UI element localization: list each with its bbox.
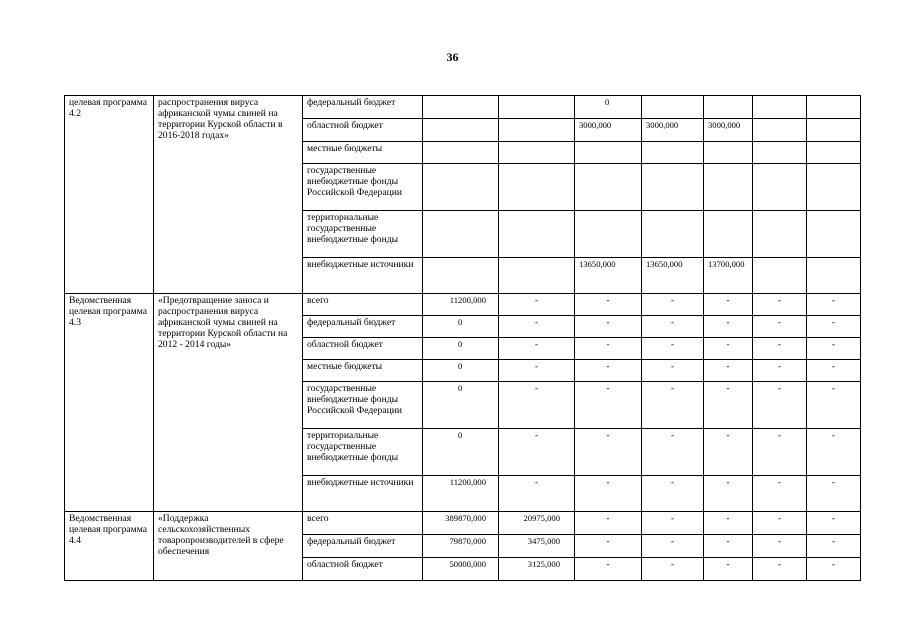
- amount-cell: [423, 211, 499, 258]
- amount-cell: -: [642, 512, 704, 535]
- amount-cell: [753, 164, 807, 211]
- amount-cell: -: [807, 476, 861, 512]
- amount-cell: 50000,000: [423, 558, 499, 581]
- amount-cell: -: [753, 476, 807, 512]
- amount-cell: -: [807, 338, 861, 360]
- amount-cell: -: [642, 338, 704, 360]
- amount-cell: 389870,000: [423, 512, 499, 535]
- amount-cell: -: [499, 382, 575, 429]
- amount-cell: -: [575, 360, 642, 382]
- amount-cell: -: [642, 476, 704, 512]
- amount-cell: -: [499, 429, 575, 476]
- amount-cell: [499, 164, 575, 211]
- amount-cell: [753, 142, 807, 164]
- amount-cell: -: [807, 294, 861, 316]
- funding-source-cell: государственные внебюджетные фонды Российской Федерации: [303, 382, 423, 429]
- table-row: [65, 294, 861, 316]
- amount-cell: [704, 142, 753, 164]
- funding-source-cell: областной бюджет: [303, 119, 423, 142]
- amount-cell: 0: [423, 382, 499, 429]
- amount-cell: -: [499, 360, 575, 382]
- amount-cell: -: [575, 558, 642, 581]
- amount-cell: [499, 119, 575, 142]
- program-name-cell: целевая программа 4.2: [65, 96, 154, 294]
- amount-cell: -: [753, 382, 807, 429]
- amount-cell: -: [575, 338, 642, 360]
- amount-cell: 3000,000: [704, 119, 753, 142]
- amount-cell: [423, 96, 499, 119]
- amount-cell: 20975,000: [499, 512, 575, 535]
- amount-cell: -: [642, 360, 704, 382]
- amount-cell: 0: [423, 360, 499, 382]
- amount-cell: [423, 258, 499, 294]
- amount-cell: -: [575, 294, 642, 316]
- funding-source-cell: территориальные государственные внебюджетные фонды: [303, 211, 423, 258]
- amount-cell: [807, 211, 861, 258]
- amount-cell: -: [499, 476, 575, 512]
- amount-cell: 11200,000: [423, 294, 499, 316]
- amount-cell: 3000,000: [575, 119, 642, 142]
- amount-cell: -: [807, 360, 861, 382]
- amount-cell: -: [704, 382, 753, 429]
- amount-cell: -: [807, 429, 861, 476]
- amount-cell: -: [575, 476, 642, 512]
- funding-source-cell: внебюджетные источники: [303, 258, 423, 294]
- amount-cell: -: [807, 535, 861, 558]
- amount-cell: -: [704, 429, 753, 476]
- amount-cell: -: [642, 316, 704, 338]
- amount-cell: [753, 211, 807, 258]
- funding-source-cell: областной бюджет: [303, 558, 423, 581]
- amount-cell: 13650,000: [642, 258, 704, 294]
- amount-cell: [704, 164, 753, 211]
- amount-cell: 0: [575, 96, 642, 119]
- amount-cell: -: [499, 338, 575, 360]
- amount-cell: 3125,000: [499, 558, 575, 581]
- funding-source-cell: местные бюджеты: [303, 360, 423, 382]
- amount-cell: -: [807, 558, 861, 581]
- amount-cell: -: [575, 512, 642, 535]
- amount-cell: [807, 142, 861, 164]
- amount-cell: -: [704, 360, 753, 382]
- funding-source-cell: государственные внебюджетные фонды Российской Федерации: [303, 164, 423, 211]
- amount-cell: [423, 142, 499, 164]
- amount-cell: [642, 211, 704, 258]
- amount-cell: -: [642, 535, 704, 558]
- amount-cell: 0: [423, 316, 499, 338]
- amount-cell: -: [807, 316, 861, 338]
- amount-cell: -: [499, 294, 575, 316]
- amount-cell: -: [704, 512, 753, 535]
- amount-cell: 13650,000: [575, 258, 642, 294]
- funding-source-cell: федеральный бюджет: [303, 535, 423, 558]
- amount-cell: [753, 96, 807, 119]
- amount-cell: -: [753, 360, 807, 382]
- funding-source-cell: всего: [303, 512, 423, 535]
- amount-cell: 0: [423, 338, 499, 360]
- amount-cell: [704, 211, 753, 258]
- funding-source-cell: федеральный бюджет: [303, 96, 423, 119]
- amount-cell: 3475,000: [499, 535, 575, 558]
- amount-cell: 79870,000: [423, 535, 499, 558]
- program-description-cell: «Поддержка сельскохозяйственных товаропроизводителей в сфере обеспечения: [154, 512, 303, 581]
- amount-cell: [642, 96, 704, 119]
- amount-cell: -: [807, 382, 861, 429]
- program-name-cell: Ведомственная целевая программа 4.3: [65, 294, 154, 512]
- program-description-cell: «Предотвращение заноса и распространения вируса африканской чумы свиней на территории Курской области на 2012 - 2014 годы»: [154, 294, 303, 512]
- amount-cell: [575, 142, 642, 164]
- amount-cell: [807, 258, 861, 294]
- funding-source-cell: федеральный бюджет: [303, 316, 423, 338]
- amount-cell: [704, 96, 753, 119]
- funding-source-cell: внебюджетные источники: [303, 476, 423, 512]
- amount-cell: -: [753, 535, 807, 558]
- amount-cell: [499, 142, 575, 164]
- amount-cell: [753, 258, 807, 294]
- amount-cell: -: [704, 535, 753, 558]
- amount-cell: [575, 164, 642, 211]
- amount-cell: [642, 142, 704, 164]
- amount-cell: -: [753, 316, 807, 338]
- amount-cell: [499, 211, 575, 258]
- amount-cell: -: [575, 429, 642, 476]
- amount-cell: 3000,000: [642, 119, 704, 142]
- funding-source-cell: местные бюджеты: [303, 142, 423, 164]
- amount-cell: -: [704, 558, 753, 581]
- amount-cell: [575, 211, 642, 258]
- amount-cell: -: [704, 476, 753, 512]
- amount-cell: -: [753, 294, 807, 316]
- amount-cell: -: [704, 316, 753, 338]
- amount-cell: -: [499, 316, 575, 338]
- amount-cell: -: [753, 512, 807, 535]
- amount-cell: -: [704, 338, 753, 360]
- budget-table-body: [65, 96, 861, 581]
- table-row: [65, 512, 861, 535]
- amount-cell: -: [753, 558, 807, 581]
- amount-cell: -: [642, 558, 704, 581]
- amount-cell: [499, 96, 575, 119]
- amount-cell: 0: [423, 429, 499, 476]
- amount-cell: -: [642, 429, 704, 476]
- amount-cell: -: [575, 316, 642, 338]
- amount-cell: -: [807, 512, 861, 535]
- amount-cell: [499, 258, 575, 294]
- amount-cell: 13700,000: [704, 258, 753, 294]
- amount-cell: [753, 119, 807, 142]
- amount-cell: -: [642, 294, 704, 316]
- program-name-cell: Ведомственная целевая программа 4.4: [65, 512, 154, 581]
- amount-cell: -: [704, 294, 753, 316]
- amount-cell: -: [642, 382, 704, 429]
- amount-cell: -: [575, 535, 642, 558]
- funding-source-cell: областной бюджет: [303, 338, 423, 360]
- program-description-cell: распространения вируса африканской чумы свиней на территории Курской области в 2016-2018 годах»: [154, 96, 303, 294]
- amount-cell: [642, 164, 704, 211]
- amount-cell: -: [753, 338, 807, 360]
- budget-table: [64, 95, 861, 581]
- funding-source-cell: всего: [303, 294, 423, 316]
- amount-cell: [423, 119, 499, 142]
- amount-cell: -: [575, 382, 642, 429]
- amount-cell: [807, 164, 861, 211]
- page-number: 36: [446, 50, 459, 64]
- amount-cell: [807, 96, 861, 119]
- amount-cell: -: [753, 429, 807, 476]
- amount-cell: 11200,000: [423, 476, 499, 512]
- amount-cell: [423, 164, 499, 211]
- table-row: [65, 96, 861, 119]
- amount-cell: [807, 119, 861, 142]
- funding-source-cell: территориальные государственные внебюджетные фонды: [303, 429, 423, 476]
